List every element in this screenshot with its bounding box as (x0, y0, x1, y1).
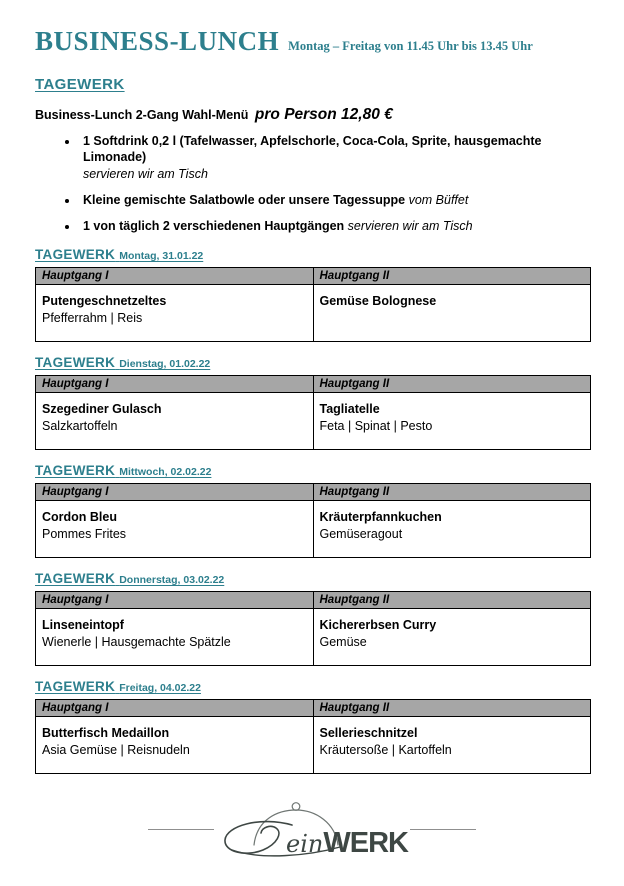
dish-cell (313, 717, 591, 774)
document-header (35, 26, 591, 57)
dish-sides: Gemüse (319, 634, 367, 649)
column-header-hauptgang-2: Hauptgang II (313, 268, 591, 285)
day-label: TAGEWERK (35, 679, 116, 695)
dish-title: Kräuterpfannkuchen (319, 510, 442, 525)
day-date: Dienstag, 01.02.22 (119, 358, 211, 371)
day-date: Donnerstag, 03.02.22 (119, 574, 225, 587)
dish-title: Tagliatelle (319, 402, 380, 417)
day-heading-mittwoch (35, 463, 591, 478)
menu-table-montag (35, 267, 591, 342)
dish-sides: Pommes Frites (42, 526, 127, 541)
dish-title: Putengeschnetzeltes (42, 294, 167, 309)
column-header-hauptgang-2: Hauptgang II (313, 376, 591, 393)
dish-title: Gemüse Bolognese (319, 294, 437, 309)
bullet-salad-note: vom Büffet (408, 192, 469, 207)
day-heading-dienstag (35, 355, 591, 370)
section-heading-tagewerk: TAGEWERK (35, 76, 125, 93)
dish-title: Sellerieschnitzel (319, 726, 418, 741)
dish-cell (36, 393, 314, 450)
menu-table-mittwoch (35, 483, 591, 558)
day-date: Freitag, 04.02.22 (119, 682, 201, 695)
dish-sides: Salzkartoffeln (42, 418, 118, 433)
dish-cell (36, 717, 314, 774)
table-row (36, 393, 591, 450)
day-section-dienstag (35, 355, 591, 450)
column-header-hauptgang-2: Hauptgang II (313, 592, 591, 609)
bullet-main-course (79, 218, 591, 234)
bullet-main-course-text: 1 von täglich 2 verschiedenen Hauptgängen (83, 219, 345, 233)
offer-line (35, 106, 591, 124)
column-header-hauptgang-2: Hauptgang II (313, 484, 591, 501)
day-label: TAGEWERK (35, 355, 116, 371)
page-title: BUSINESS-LUNCH (35, 26, 280, 56)
day-heading-freitag (35, 679, 591, 694)
footer (0, 800, 624, 858)
day-section-mittwoch (35, 463, 591, 558)
day-heading-donnerstag (35, 571, 591, 586)
dish-title: Linseneintopf (42, 618, 124, 633)
table-row (36, 717, 591, 774)
day-section-donnerstag (35, 571, 591, 666)
bullet-softdrink (79, 133, 591, 182)
logo-script-text: ein (286, 830, 324, 858)
dish-title: Butterfisch Medaillon (42, 726, 170, 741)
table-row (36, 501, 591, 558)
dish-cell (36, 501, 314, 558)
column-header-hauptgang-1: Hauptgang I (36, 484, 314, 501)
column-header-hauptgang-2: Hauptgang II (313, 700, 591, 717)
dish-cell (313, 501, 591, 558)
page-subtitle: Montag – Freitag von 11.45 Uhr bis 13.45 Uhr (288, 39, 533, 53)
column-header-hauptgang-1: Hauptgang I (36, 592, 314, 609)
table-row (36, 285, 591, 342)
dish-sides: Asia Gemüse | Reisnudeln (42, 742, 190, 757)
day-section-montag (35, 247, 591, 342)
dish-sides: Kräutersoße | Kartoffeln (319, 742, 452, 757)
day-date: Montag, 31.01.22 (119, 250, 204, 263)
bullet-salad (79, 192, 591, 208)
logo-bold-text: WERK (323, 827, 408, 860)
day-label: TAGEWERK (35, 247, 116, 263)
footer-rule-right (410, 829, 476, 830)
day-label: TAGEWERK (35, 571, 116, 587)
dish-title: Kichererbsen Curry (319, 618, 437, 633)
column-header-hauptgang-1: Hauptgang I (36, 376, 314, 393)
dish-cell (313, 609, 591, 666)
bullet-salad-text: Kleine gemischte Salatbowle oder unsere Tagessuppe (83, 192, 406, 207)
column-header-hauptgang-1: Hauptgang I (36, 268, 314, 285)
menu-table-dienstag (35, 375, 591, 450)
dish-title: Cordon Bleu (42, 510, 117, 525)
dish-sides: Wienerle | Hausgemachte Spätzle (42, 634, 231, 649)
column-header-hauptgang-1: Hauptgang I (36, 700, 314, 717)
dish-title: Szegediner Gulasch (42, 402, 162, 417)
dish-cell (36, 609, 314, 666)
menu-table-donnerstag (35, 591, 591, 666)
day-heading-montag (35, 247, 591, 262)
bullet-softdrink-note: servieren wir am Tisch (83, 166, 208, 181)
dish-cell (36, 285, 314, 342)
offer-text: Business-Lunch 2-Gang Wahl-Menü (35, 108, 249, 122)
brand-logo (216, 800, 408, 858)
offer-bullet-list (35, 133, 591, 234)
dish-sides: Feta | Spinat | Pesto (319, 418, 433, 433)
footer-rule-left (148, 829, 214, 830)
dish-cell (313, 285, 591, 342)
bullet-main-course-note: servieren wir am Tisch (347, 219, 473, 233)
bullet-softdrink-text: 1 Softdrink 0,2 l (Tafelwasser, Apfelschorle, Coca-Cola, Sprite, hausgemachte Limonade) (83, 134, 542, 165)
day-date: Mittwoch, 02.02.22 (119, 466, 212, 479)
dish-sides: Gemüseragout (319, 526, 403, 541)
day-label: TAGEWERK (35, 463, 116, 479)
offer-price: pro Person 12,80 € (254, 106, 393, 123)
dish-sides: Pfefferrahm | Reis (42, 310, 143, 325)
day-section-freitag (35, 679, 591, 774)
table-row (36, 609, 591, 666)
dish-cell (313, 393, 591, 450)
menu-table-freitag (35, 699, 591, 774)
